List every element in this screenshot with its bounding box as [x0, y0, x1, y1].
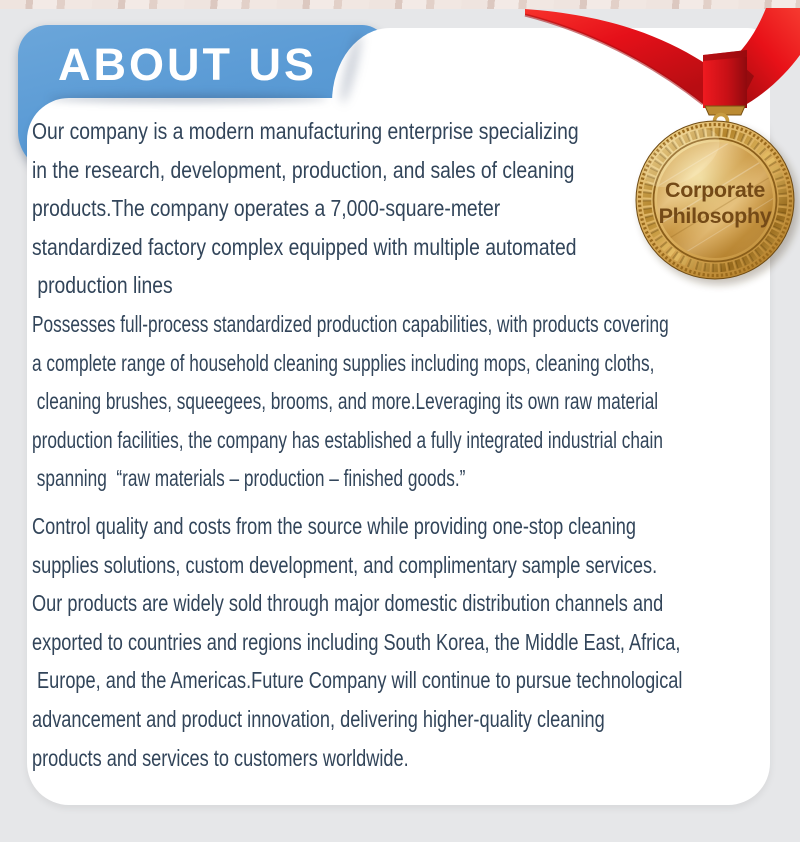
medal-ribbon	[525, 8, 800, 108]
about-paragraph-2	[32, 305, 770, 498]
about-paragraph-line: standardized factory complex equipped with multiple automated	[32, 233, 577, 260]
about-paragraph-line: products and services to customers worldwide.	[32, 744, 409, 771]
about-paragraph-line: advancement and product innovation, delivering higher-quality cleaning	[32, 705, 605, 732]
corporate-philosophy-medal	[500, 0, 800, 300]
about-paragraph-line: Possesses full-process standardized production capabilities, with products covering	[32, 310, 669, 337]
about-paragraph-line: Control quality and costs from the source while providing one-stop cleaning	[32, 512, 636, 539]
about-paragraph-line: spanning “raw materials – production – finished goods.”	[32, 465, 466, 492]
about-paragraph-line: Our products are widely sold through major domestic distribution channels and	[32, 590, 664, 617]
medal-label-line2: Philosophy	[658, 204, 772, 228]
about-paragraph-line: production facilities, the company has established a fully integrated industrial chain	[32, 426, 663, 453]
about-paragraph-line: a complete range of household cleaning supplies including mops, cleaning cloths,	[32, 349, 655, 376]
about-paragraph-line: cleaning brushes, squeegees, brooms, and more.Leveraging its own raw material	[32, 388, 659, 415]
medal-disc	[635, 105, 794, 279]
about-paragraph-line: Europe, and the Americas.Future Company will continue to pursue technological	[32, 667, 683, 694]
about-paragraph-line: products.The company operates a 7,000-square-meter	[32, 195, 501, 222]
section-title: ABOUT US	[58, 39, 317, 90]
about-paragraph-line: exported to countries and regions including South Korea, the Middle East, Africa,	[32, 628, 681, 655]
about-paragraph-line: supplies solutions, custom development, and complimentary sample services.	[32, 551, 658, 578]
medal-clasp	[705, 106, 745, 115]
about-paragraph-line: production lines	[32, 272, 173, 299]
about-paragraph-3	[32, 507, 770, 777]
about-paragraph-line: in the research, development, production, and sales of cleaning	[32, 156, 575, 183]
about-paragraph-line: Our company is a modern manufacturing enterprise specializing	[32, 118, 579, 144]
medal-label-line1: Corporate	[664, 178, 766, 202]
